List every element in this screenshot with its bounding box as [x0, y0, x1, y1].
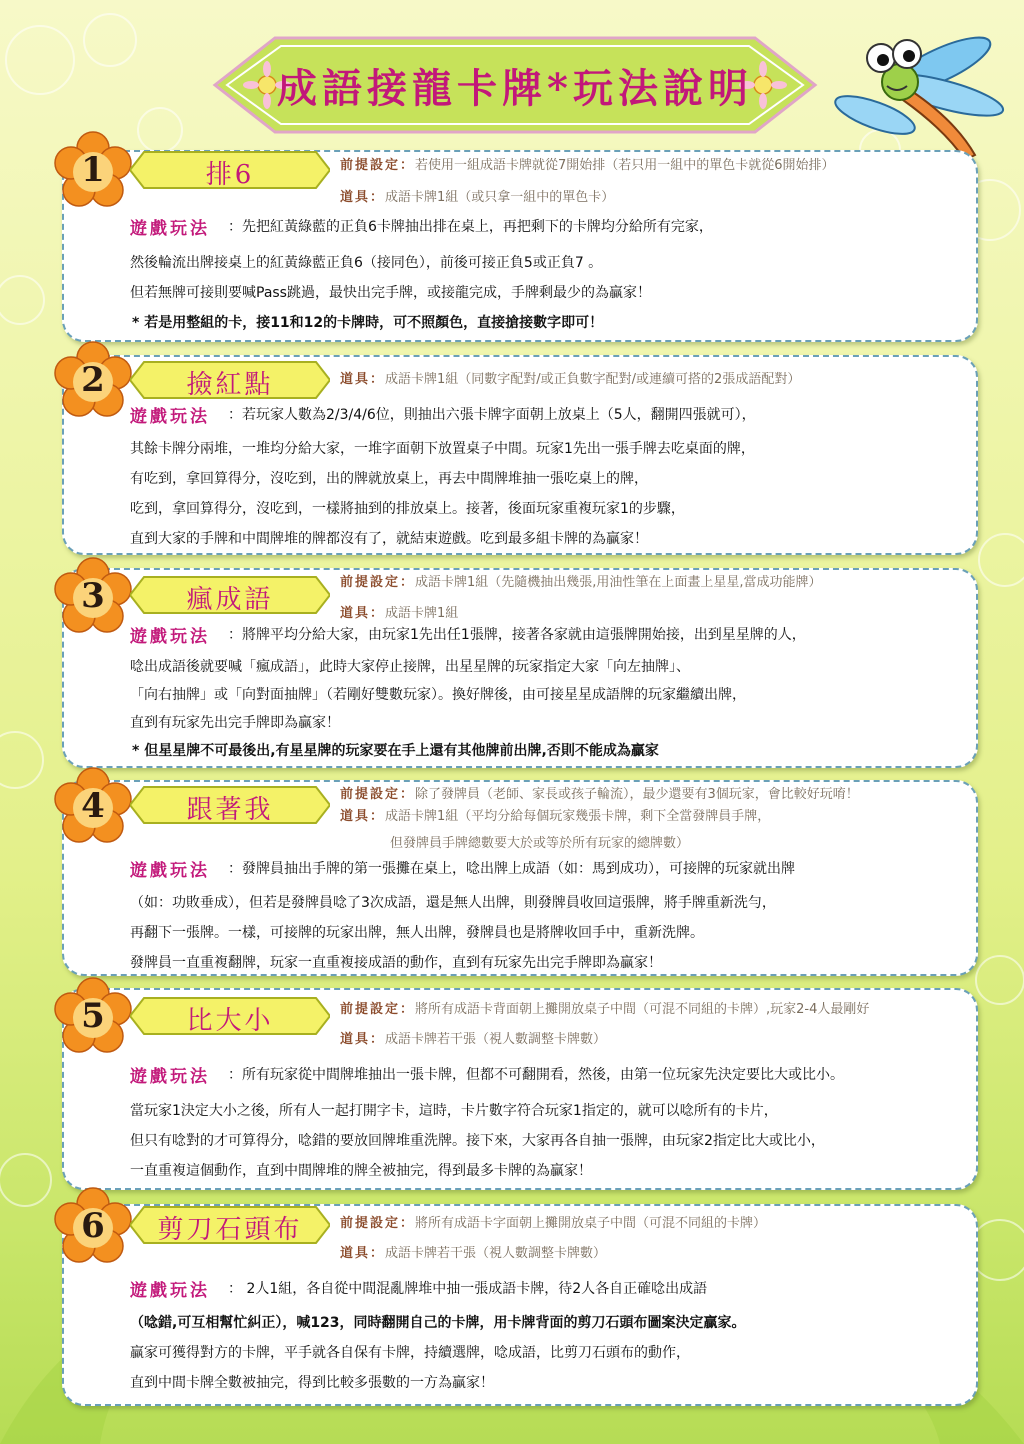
props-line: 道具：成語卡牌1組（平均分給每個玩家幾張卡牌，剩下全當發牌員手牌， — [340, 809, 771, 824]
section-number-badge-4 — [52, 766, 134, 848]
play-label: 遊戲玩法 — [130, 219, 210, 239]
rule-line: ：若玩家人數為2/3/4/6位，則抽出六張卡牌字面朝上放桌上（5人，翻開四張就可）， — [228, 407, 756, 423]
rule-line: 吃到，拿回算得分，沒吃到，一樣將抽到的排放桌上。接著，後面玩家重複玩家1的步驟， — [130, 501, 685, 517]
section-number: 3 — [81, 576, 105, 616]
props-line-continued: 但發牌員手牌總數要大於或等於所有玩家的總牌數） — [390, 836, 690, 851]
rule-line: ：先把紅黃綠藍的正負6卡牌抽出排在桌上，再把剩下的卡牌均分給所有完家， — [228, 219, 713, 235]
section-number-badge-2 — [52, 340, 134, 422]
play-label: 遊戲玩法 — [130, 407, 210, 427]
rule-line: 但只有唸對的才可算得分，唸錯的要放回牌堆重洗牌。接下來，大家再各自抽一張牌，由玩家2指定比大或比小， — [130, 1133, 825, 1149]
section-title: 排6 — [205, 160, 255, 190]
page-title: 成語接龍卡牌*玩法說明 — [277, 65, 753, 112]
section-number: 5 — [81, 996, 105, 1036]
setting-line: 前提設定：將所有成語卡字面朝上攤開放桌子中間（可混不同組的卡牌） — [340, 1216, 767, 1231]
rule-line: 一直重複這個動作，直到中間牌堆的牌全被抽完，得到最多卡牌的為贏家！ — [130, 1163, 592, 1179]
play-label: 遊戲玩法 — [130, 627, 210, 647]
rule-line: 贏家可獲得對方的卡牌，平手就各自保有卡牌，持續選牌，唸成語，比剪刀石頭布的動作， — [130, 1345, 690, 1361]
play-label: 遊戲玩法 — [130, 1281, 210, 1301]
section-title: 瘋成語 — [186, 585, 274, 615]
section-number: 6 — [81, 1206, 105, 1246]
props-line: 道具：成語卡牌1組（同數字配對/或正負數字配對/或連續可搭的2張成語配對） — [340, 372, 801, 387]
section-tag-4 — [130, 785, 330, 825]
rule-line: 「向右抽牌」或「向對面抽牌」（若剛好雙數玩家）。換好牌後，由可接星星成語牌的玩家繼續出牌， — [130, 687, 746, 703]
section-title: 撿紅點 — [186, 370, 274, 400]
setting-line: 前提設定：若使用一組成語卡牌就從7開始排（若只用一組中的單色卡就從6開始排） — [340, 158, 835, 173]
setting-line: 前提設定：成語卡牌1組（先隨機抽出幾張,用油性筆在上面畫上星星,當成功能牌） — [340, 575, 822, 590]
section-number-badge-3 — [52, 556, 134, 638]
rule-line: ：將牌平均分給大家，由玩家1先出任1張牌，接著各家就由這張牌開始接，出到星星牌的人， — [228, 627, 806, 643]
section-number-badge-6 — [52, 1186, 134, 1268]
section-number: 2 — [81, 360, 105, 400]
props-line: 道具：成語卡牌若干張（視人數調整卡牌數） — [340, 1246, 607, 1261]
rule-line: 然後輪流出牌接桌上的紅黃綠藍正負6（接同色），前後可接正負5或正負7 。 — [130, 255, 603, 271]
rule-line: （如：功敗垂成），但若是發牌員唸了3次成語，還是無人出牌，則發牌員收回這張牌，將手牌重新洗勻， — [130, 895, 776, 911]
section-number: 4 — [81, 786, 105, 826]
rule-line: 直到有玩家先出完手牌即為贏家！ — [130, 715, 340, 731]
title-banner — [205, 30, 825, 140]
play-label: 遊戲玩法 — [130, 1067, 210, 1087]
section-number-badge-1 — [52, 130, 134, 212]
section-tag-1 — [130, 150, 330, 190]
props-line: 道具：成語卡牌若干張（視人數調整卡牌數） — [340, 1032, 607, 1047]
rule-line: 唸出成語後就要喊「瘋成語」，此時大家停止接牌，出星星牌的玩家指定大家「向左抽牌」、 — [130, 659, 690, 675]
rule-line: 但若無牌可接則要喊Pass跳過，最快出完手牌，或接龍完成，手牌剩最少的為贏家！ — [130, 285, 651, 301]
section-number-badge-5 — [52, 976, 134, 1058]
rule-line: 發牌員一直重複翻牌，玩家一直重複接成語的動作，直到有玩家先出完手牌即為贏家！ — [130, 955, 662, 971]
section-tag-5 — [130, 996, 330, 1036]
rule-line: 有吃到，拿回算得分，沒吃到，出的牌就放桌上，再去中間牌堆抽一張吃桌上的牌， — [130, 471, 648, 487]
section-title: 剪刀石頭布 — [157, 1215, 303, 1245]
rule-line: （唸錯,可互相幫忙糾正），喊123，同時翻開自己的卡牌，用卡牌背面的剪刀石頭布圖案決定贏家。 — [130, 1315, 746, 1331]
section-tag-6 — [130, 1205, 330, 1245]
dragonfly-icon — [815, 20, 1015, 170]
setting-line: 前提設定：除了發牌員（老師、家長或孩子輪流），最少還要有3個玩家，會比較好玩唷！ — [340, 787, 859, 802]
play-label: 遊戲玩法 — [130, 861, 210, 881]
rule-line: 直到中間卡牌全數被抽完，得到比較多張數的一方為贏家！ — [130, 1375, 494, 1391]
note-line: * 但星星牌不可最後出,有星星牌的玩家要在手上還有其他牌前出牌,否則不能成為贏家 — [132, 743, 659, 759]
section-tag-3 — [130, 575, 330, 615]
section-title: 跟著我 — [186, 795, 274, 825]
rule-line: 當玩家1決定大小之後，所有人一起打開字卡，這時，卡片數字符合玩家1指定的，就可以唸所有的卡片， — [130, 1103, 778, 1119]
rule-line: 直到大家的手牌和中間牌堆的牌都沒有了，就結束遊戲。吃到最多組卡牌的為贏家！ — [130, 531, 648, 547]
section-tag-2 — [130, 360, 330, 400]
section-title: 比大小 — [186, 1006, 274, 1036]
note-line: * 若是用整組的卡，接11和12的卡牌時，可不照顏色，直接搶接數字即可！ — [132, 315, 604, 331]
props-line: 道具：成語卡牌1組 — [340, 606, 459, 621]
rule-line: ：所有玩家從中間牌堆抽出一張卡牌，但都不可翻開看，然後，由第一位玩家先決定要比大或比小。 — [228, 1067, 844, 1083]
setting-line: 前提設定：將所有成語卡背面朝上攤開放桌子中間（可混不同組的卡牌）,玩家2-4人最剛好 — [340, 1002, 870, 1017]
rule-line: 再翻下一張牌。一樣，可接牌的玩家出牌，無人出牌，發牌員也是將牌收回手中，重新洗牌。 — [130, 925, 704, 941]
rule-line: ：發牌員抽出手牌的第一張攤在桌上，唸出牌上成語（如：馬到成功），可接牌的玩家就出牌 — [228, 861, 795, 877]
rule-line: 其餘卡牌分兩堆，一堆均分給大家，一堆字面朝下放置桌子中間。玩家1先出一張手牌去吃桌面的牌， — [130, 441, 755, 457]
props-line: 道具：成語卡牌1組（或只拿一組中的單色卡） — [340, 190, 615, 205]
rule-line: ： 2人1組，各自從中間混亂牌堆中抽一張成語卡牌，待2人各自正確唸出成語 — [228, 1281, 708, 1297]
section-number: 1 — [81, 150, 105, 190]
